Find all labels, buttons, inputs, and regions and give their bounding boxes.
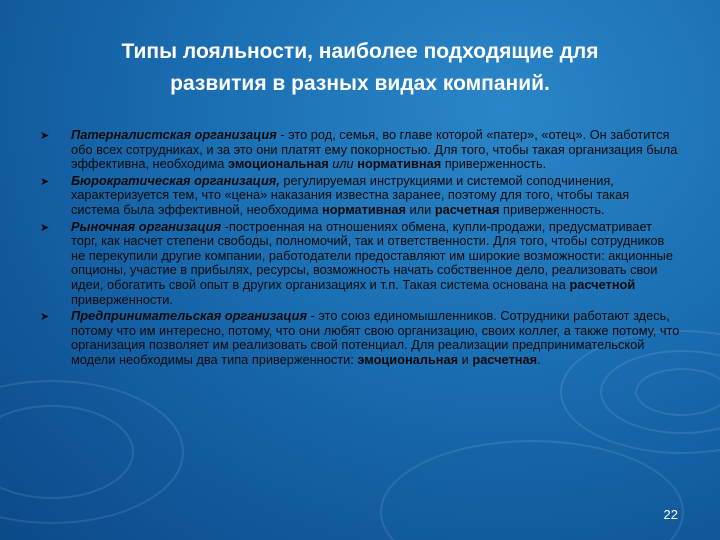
bullet-paternalistic <box>40 128 680 172</box>
arrow-bullet-icon: ➤ <box>40 175 50 188</box>
arrow-bullet-icon: ➤ <box>40 311 50 324</box>
bullet-bureaucratic <box>40 174 680 218</box>
bullet-text: приверженность. <box>499 201 605 217</box>
commitment-keyword: эмоциональная <box>357 351 459 367</box>
bullet-entrepreneurial <box>40 309 680 367</box>
bullet-text: - это род, семья, во главе которой «патер», «отец». Он заботится обо всех сотрудниках, и за это они платят ему покорностью. Для того, чтобы такая организация была эффективна, необходима <box>71 127 678 172</box>
bullet-list <box>40 128 680 370</box>
organization-term: Бюрократическая организация, <box>71 172 280 188</box>
bullet-market <box>40 220 680 308</box>
commitment-keyword: расчетной <box>569 276 636 292</box>
bullet-text: или <box>328 156 358 172</box>
bullet-text: -построенная на отношениях обмена, купли-продажи, предусматривает торг, как насчет степени свободы, полномочий, так и ответственности. Для того, чтобы сотрудников не перекупили другие компании, работодатели предоставляют им широкие возможности: акционные опционы, участие в прибылях, ресурсы, возможность начать собственное дело, реализовать свои идеи, обогатить свой опыт в других организациях и т.п. Такая система основана на <box>71 218 673 292</box>
slide-title <box>60 36 660 100</box>
organization-term: Рыночная организация <box>71 218 221 234</box>
commitment-keyword: эмоциональная <box>227 156 329 172</box>
bullet-text: и <box>458 351 473 367</box>
arrow-bullet-icon: ➤ <box>40 130 50 142</box>
organization-term: Патерналистская организация <box>71 127 277 142</box>
bullet-text: приверженность. <box>441 156 547 172</box>
water-ripple-decoration <box>635 368 720 416</box>
bullet-text: - это союз единомышленников. Сотрудники работают здесь, потому что им интересно, потому, что они любят свою организацию, своих коллег, а также потому, что организация позволяет им реализовать свой потенциал. Для реализации предпринимательской модели необходимы два типа приверженности: <box>71 308 680 367</box>
water-ripple-decoration <box>380 440 684 540</box>
bullet-text: . <box>537 351 541 367</box>
slide-title-line: развития в разных видах компаний. <box>170 72 550 95</box>
bullet-text: или <box>405 201 435 217</box>
bullet-text: регулируемая инструкциями и системой соподчинения, характеризуется тем, что «цена» наказания известна заранее, поэтому для того, чтобы такая система была эффективной, необходима <box>71 172 630 217</box>
commitment-keyword: нормативная <box>322 201 406 217</box>
commitment-keyword: нормативная <box>357 156 442 172</box>
slide-title-line: Типы лояльности, наиболее подходящие для <box>121 40 599 63</box>
arrow-bullet-icon: ➤ <box>40 221 50 234</box>
commitment-keyword: расчетная <box>472 351 538 367</box>
commitment-keyword: расчетная <box>434 201 500 217</box>
bullet-text: приверженности. <box>71 291 173 307</box>
page-number: 22 <box>663 507 678 522</box>
organization-term: Предпринимательская организация <box>71 308 308 324</box>
